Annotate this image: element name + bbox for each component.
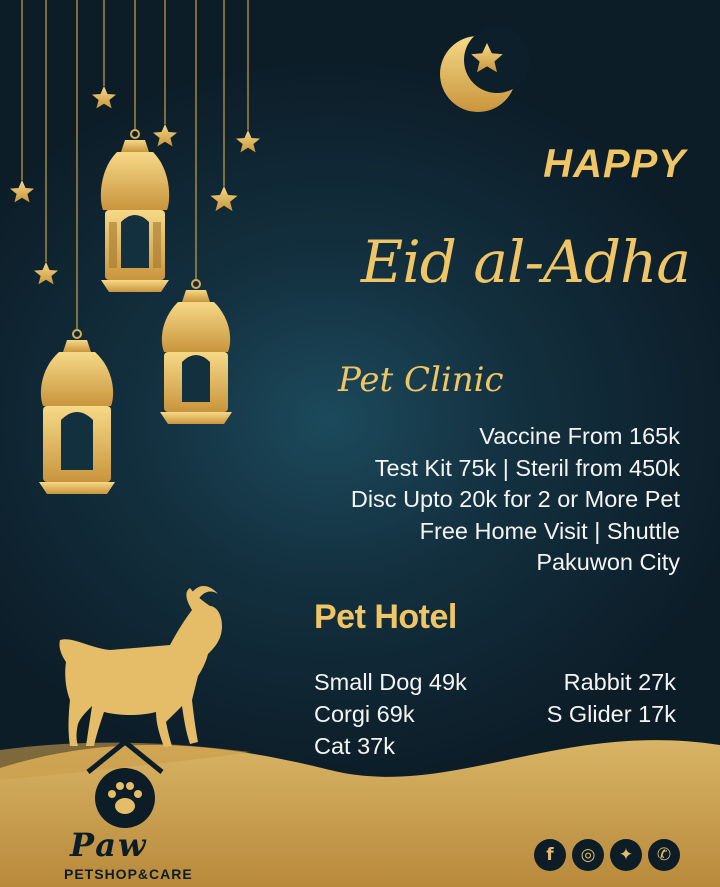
star-icon <box>34 262 58 284</box>
star-icon <box>153 124 177 146</box>
pet-hotel-title: Pet Hotel <box>314 598 457 636</box>
pet-clinic-services <box>351 421 680 579</box>
clinic-line: Free Home Visit | Shuttle <box>419 517 680 544</box>
instagram-icon[interactable]: ◎ <box>572 839 604 871</box>
pet-hotel-prices-right <box>547 666 676 730</box>
star-icon <box>236 130 260 152</box>
clinic-line: Disc Upto 20k for 2 or More Pet <box>350 486 680 512</box>
lantern-icon <box>101 130 169 292</box>
clinic-line: Test Kit 75k | Steril from 450k <box>374 454 680 481</box>
lantern-icon <box>39 330 115 494</box>
hotel-price-item: Corgi 69k <box>314 701 415 727</box>
clinic-line: Vaccine From 165k <box>479 423 680 449</box>
star-icon <box>92 86 116 108</box>
hotel-price-item: S Glider 17k <box>546 701 676 727</box>
lantern-icon <box>160 280 232 424</box>
brand-subtitle: PETSHOP&CARE <box>64 866 193 882</box>
twitter-icon[interactable]: ✦ <box>610 839 642 871</box>
happy-heading: HAPPY <box>543 142 686 186</box>
brand-name: Paw <box>70 826 148 864</box>
star-icon <box>211 186 238 211</box>
hotel-price-item: Rabbit 27k <box>563 669 676 695</box>
hotel-price-item: Small Dog 49k <box>314 669 467 695</box>
goat-icon <box>59 586 222 747</box>
star-icon <box>10 180 34 202</box>
crescent-moon-icon <box>440 27 530 112</box>
whatsapp-icon[interactable]: ✆ <box>648 839 680 871</box>
clinic-line: Pakuwon City <box>536 549 680 575</box>
pet-clinic-title: Pet Clinic <box>338 360 504 400</box>
facebook-icon[interactable]: f <box>534 839 566 871</box>
eid-title: Eid al-Adha <box>360 228 690 296</box>
hotel-price-item: Cat 37k <box>314 733 395 759</box>
pet-hotel-prices-left <box>314 666 467 762</box>
